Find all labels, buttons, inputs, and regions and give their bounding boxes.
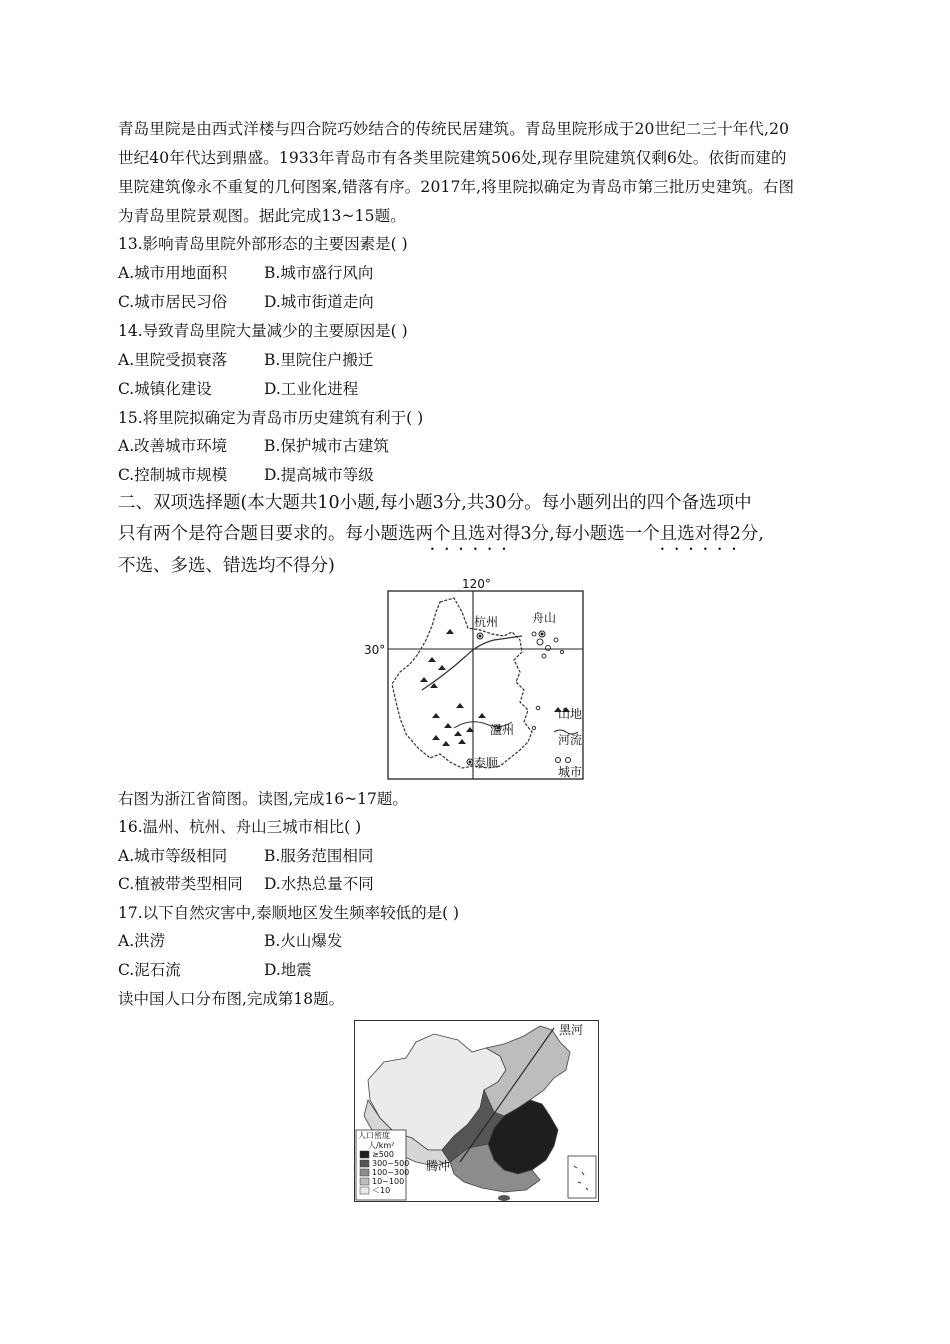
map-legend <box>554 706 582 779</box>
intro-3: 读中国人口分布图,完成第18题。 <box>118 990 345 1008</box>
south-china-sea-inset <box>568 1156 596 1198</box>
legend-swatch-5 <box>360 1187 369 1194</box>
question-14-option-a[interactable]: A.里院受损衰落 <box>118 351 228 369</box>
question-13-option-c[interactable]: C.城市居民习俗 <box>118 293 228 311</box>
tengchong-label: 腾冲 <box>426 1159 451 1173</box>
legend-item-4: 10~100 <box>372 1177 405 1186</box>
intro-2: 右图为浙江省简图。读图,完成16~17题。 <box>118 790 408 808</box>
zhejiang-map <box>362 578 588 782</box>
legend-river-label: 河流 <box>558 733 583 747</box>
section-2-line-1: 二、双项选择题(本大题共10小题,每小题3分,共30分。每小题列出的四个备选项中 <box>118 493 752 513</box>
question-16-option-c[interactable]: C.植被带类型相同 <box>118 875 243 893</box>
question-17-option-d[interactable]: D.地震 <box>264 961 312 979</box>
legend-swatch-3 <box>360 1169 369 1176</box>
legend-item-1: ≥500 <box>372 1150 394 1159</box>
city-label-wenzhou: 温州 <box>490 723 515 737</box>
city-label-zhoushan: 舟山 <box>532 611 557 625</box>
longitude-label: 120° <box>462 578 491 591</box>
question-15-stem: 15.将里院拟确定为青岛市历史建筑有利于( ) <box>118 409 424 427</box>
heihe-label: 黑河 <box>559 1023 584 1037</box>
question-13-option-b[interactable]: B.城市盛行风向 <box>264 264 374 282</box>
legend-unit: 人/km² <box>368 1141 395 1150</box>
intro-line-4: 为青岛里院景观图。据此完成13~15题。 <box>118 207 406 225</box>
intro-line-3: 里院建筑像永不重复的几何图案,错落有序。2017年,将里院拟确定为青岛市第三批历史建筑。右图 <box>118 178 795 196</box>
question-17-stem: 17.以下自然灾害中,泰顺地区发生频率较低的是( ) <box>118 904 460 922</box>
question-14-stem: 14.导致青岛里院大量减少的主要原因是( ) <box>118 322 408 340</box>
intro-line-2: 世纪40年代达到鼎盛。1933年青岛市有各类里院建筑506处,现存里院建筑仅剩6处。依街而建的 <box>118 149 787 167</box>
question-13-stem: 13.影响青岛里院外部形态的主要因素是( ) <box>118 235 408 253</box>
legend-city-label: 城市 <box>558 765 583 779</box>
question-16-option-b[interactable]: B.服务范围相同 <box>264 847 374 865</box>
question-14-option-d[interactable]: D.工业化进程 <box>264 380 359 398</box>
population-legend <box>356 1130 409 1200</box>
question-17-option-b[interactable]: B.火山爆发 <box>264 932 343 950</box>
latitude-label: 30° <box>364 643 386 657</box>
question-13-option-d[interactable]: D.城市街道走向 <box>264 293 374 311</box>
question-15-option-b[interactable]: B.保护城市古建筑 <box>264 437 389 455</box>
legend-swatch-1 <box>360 1151 369 1158</box>
intro-line-1: 青岛里院是由西式洋楼与四合院巧妙结合的传统民居建筑。青岛里院形成于20世纪二三十年代,20 <box>118 120 790 138</box>
question-17-option-a[interactable]: A.洪涝 <box>118 932 166 950</box>
legend-item-3: 100~300 <box>372 1168 410 1177</box>
section-2-line-3: 不选、多选、错选均不得分) <box>118 556 335 576</box>
question-15-option-a[interactable]: A.改善城市环境 <box>118 437 228 455</box>
legend-swatch-2 <box>360 1160 369 1167</box>
question-15-option-c[interactable]: C.控制城市规模 <box>118 466 228 484</box>
emphasis-dots-2: •••••• <box>660 545 746 554</box>
legend-swatch-4 <box>360 1178 369 1185</box>
legend-mountain-label: 山地 <box>558 707 583 721</box>
legend-item-5: ＜10 <box>372 1186 391 1195</box>
legend-item-2: 300~500 <box>372 1159 410 1168</box>
question-16-stem: 16.温州、杭州、舟山三城市相比( ) <box>118 818 362 836</box>
emphasis-dots-1: •••••• <box>430 545 516 554</box>
question-15-option-d[interactable]: D.提高城市等级 <box>264 466 374 484</box>
question-17-option-c[interactable]: C.泥石流 <box>118 961 181 979</box>
question-13-option-a[interactable]: A.城市用地面积 <box>118 264 228 282</box>
question-16-option-d[interactable]: D.水热总量不同 <box>264 875 374 893</box>
question-16-option-a[interactable]: A.城市等级相同 <box>118 847 228 865</box>
section-2-line-2: 只有两个是符合题目要求的。每小题选两个且选对得3分,每小题选一个且选对得2分, <box>118 524 764 544</box>
question-14-option-c[interactable]: C.城镇化建设 <box>118 380 212 398</box>
question-14-option-b[interactable]: B.里院住户搬迁 <box>264 351 374 369</box>
legend-title: 人口密度 <box>358 1131 390 1140</box>
china-population-map <box>354 1020 599 1202</box>
city-label-hangzhou: 杭州 <box>474 615 499 629</box>
city-label-taishun: 泰顺 <box>474 756 499 770</box>
hainan-island <box>498 1195 510 1201</box>
